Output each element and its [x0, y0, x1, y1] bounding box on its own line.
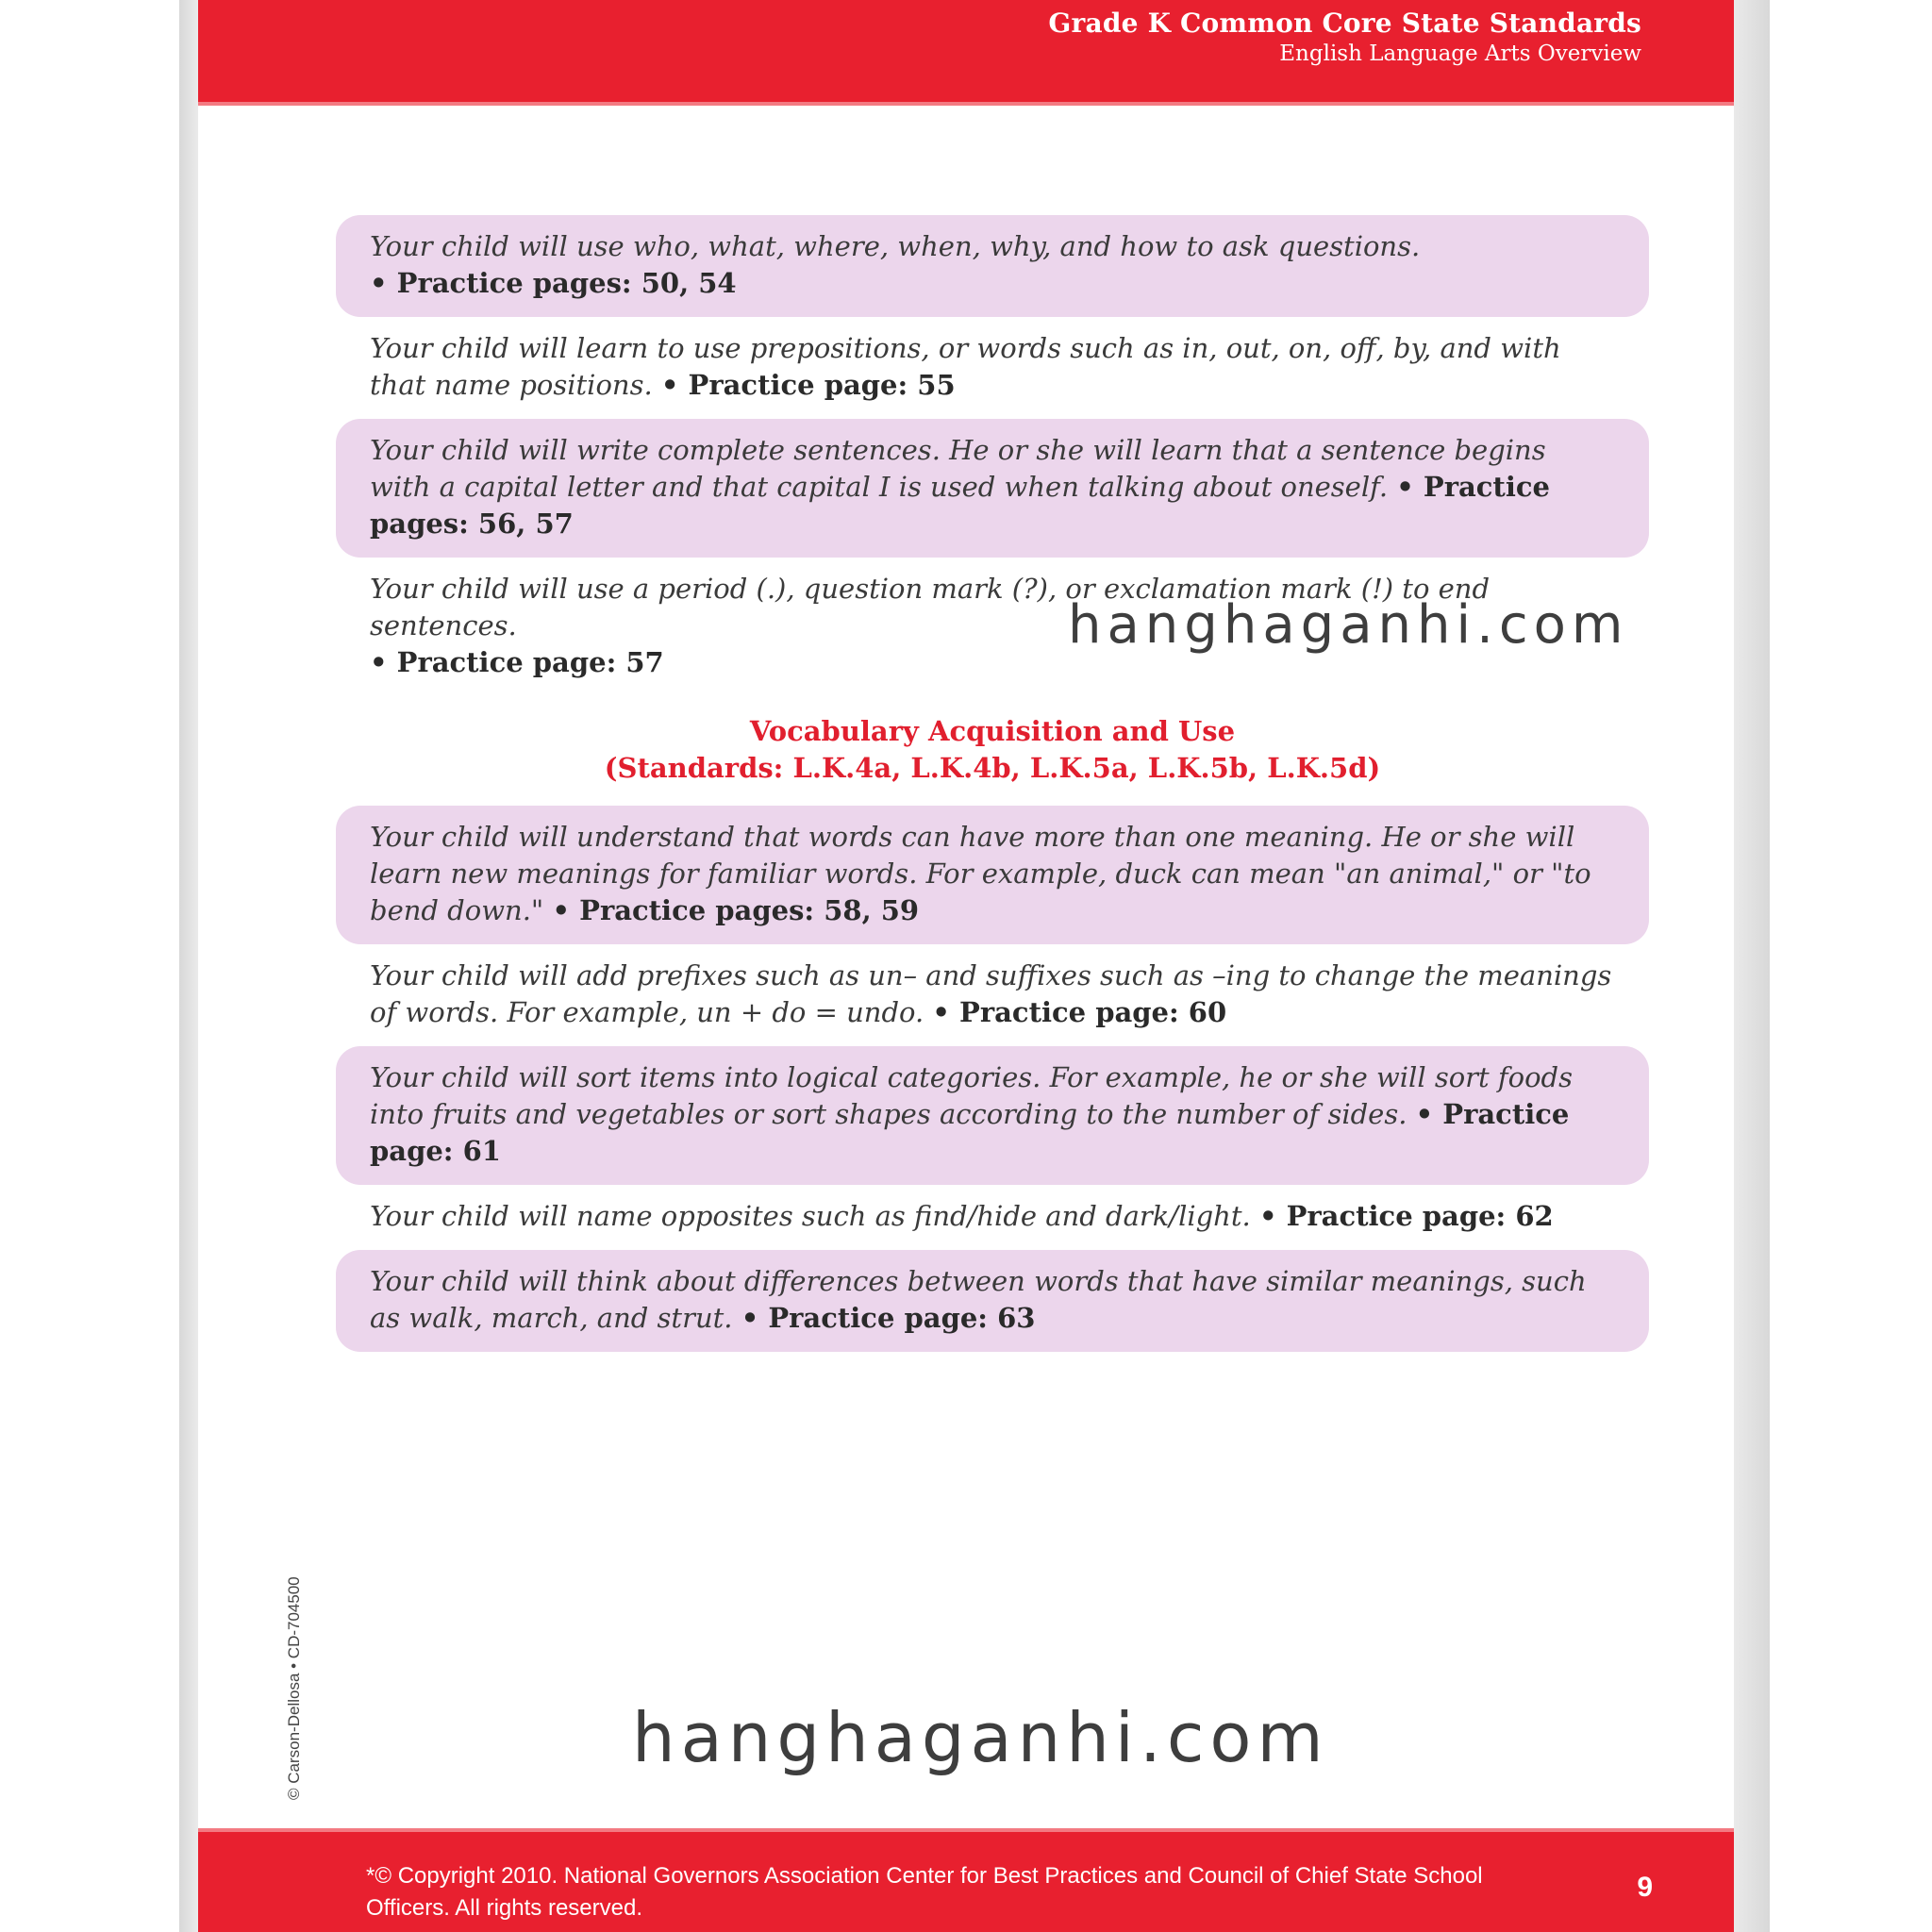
practice-pages: • Practice page: 63	[741, 1302, 1036, 1334]
practice-pages: • Practice pages: 50, 54	[370, 267, 737, 299]
watermark-text: hanghaganhi.com	[632, 1698, 1329, 1777]
page-header	[198, 0, 1734, 106]
publisher-credit: © Carson-Dellosa • CD-704500	[285, 1576, 303, 1800]
watermark-text: hanghaganhi.com	[1068, 594, 1629, 656]
standard-item	[336, 419, 1649, 558]
standard-text: Your child will add prefixes such as un– and suffixes such as –ing to change the meanings of words. For example, un + do = undo.	[370, 959, 1612, 1028]
standard-item	[336, 806, 1649, 944]
page-footer	[198, 1828, 1734, 1932]
document-page	[198, 0, 1734, 1932]
section-standards: (Standards: L.K.4a, L.K.4b, L.K.5a, L.K.5b, L.K.5d)	[604, 752, 1381, 784]
standard-text: Your child will learn to use prepositions, or words such as in, out, on, off, by, and with that name positions.	[370, 332, 1561, 401]
standard-text: Your child will use a period (.), question mark (?), or exclamation mark (!) to end sentences.	[370, 573, 1491, 641]
standard-item	[336, 215, 1649, 317]
standard-item	[336, 944, 1649, 1046]
section-title: Vocabulary Acquisition and Use	[749, 715, 1236, 747]
header-subtitle: English Language Arts Overview	[1279, 42, 1641, 66]
practice-pages: • Practice page: 61	[370, 1098, 1570, 1167]
standard-item	[336, 1250, 1649, 1352]
practice-pages: • Practice pages: 58, 59	[552, 894, 920, 926]
practice-pages: • Practice page: 60	[932, 996, 1227, 1028]
standards-list	[336, 215, 1649, 1352]
standard-item	[336, 1046, 1649, 1185]
section-heading	[336, 696, 1649, 806]
page-number: 9	[1637, 1872, 1653, 1903]
standard-text: Your child will use who, what, where, when, why, and how to ask questions.	[370, 230, 1421, 262]
practice-pages: • Practice page: 57	[370, 646, 664, 678]
practice-pages: • Practice page: 55	[660, 369, 956, 401]
standard-text: Your child will write complete sentences. He or she will learn that a sentence begins with a capital letter and that capital I is used when talking about oneself.	[370, 434, 1546, 503]
copyright-notice: *© Copyright 2010. National Governors Association Center for Best Practices and Council of Chief State School Officers. All rights reserved.	[366, 1863, 1483, 1921]
practice-pages: • Practice page: 62	[1258, 1200, 1554, 1232]
header-title: Grade K Common Core State Standards	[1048, 8, 1641, 39]
standard-text: Your child will sort items into logical categories. For example, he or she will sort foods into fruits and vegetables or sort shapes according to the number of sides.	[370, 1061, 1573, 1130]
standard-item	[336, 1185, 1649, 1250]
standard-text: Your child will name opposites such as find/hide and dark/light.	[370, 1200, 1251, 1232]
standard-item	[336, 317, 1649, 419]
practice-pages: • Practice pages: 56, 57	[370, 471, 1550, 540]
standard-text: Your child will understand that words can have more than one meaning. He or she will learn new meanings for familiar words. For example, duck can mean "an animal," or "to bend down."	[370, 821, 1591, 926]
standard-text: Your child will think about differences between words that have similar meanings, such as walk, march, and strut.	[370, 1265, 1587, 1334]
